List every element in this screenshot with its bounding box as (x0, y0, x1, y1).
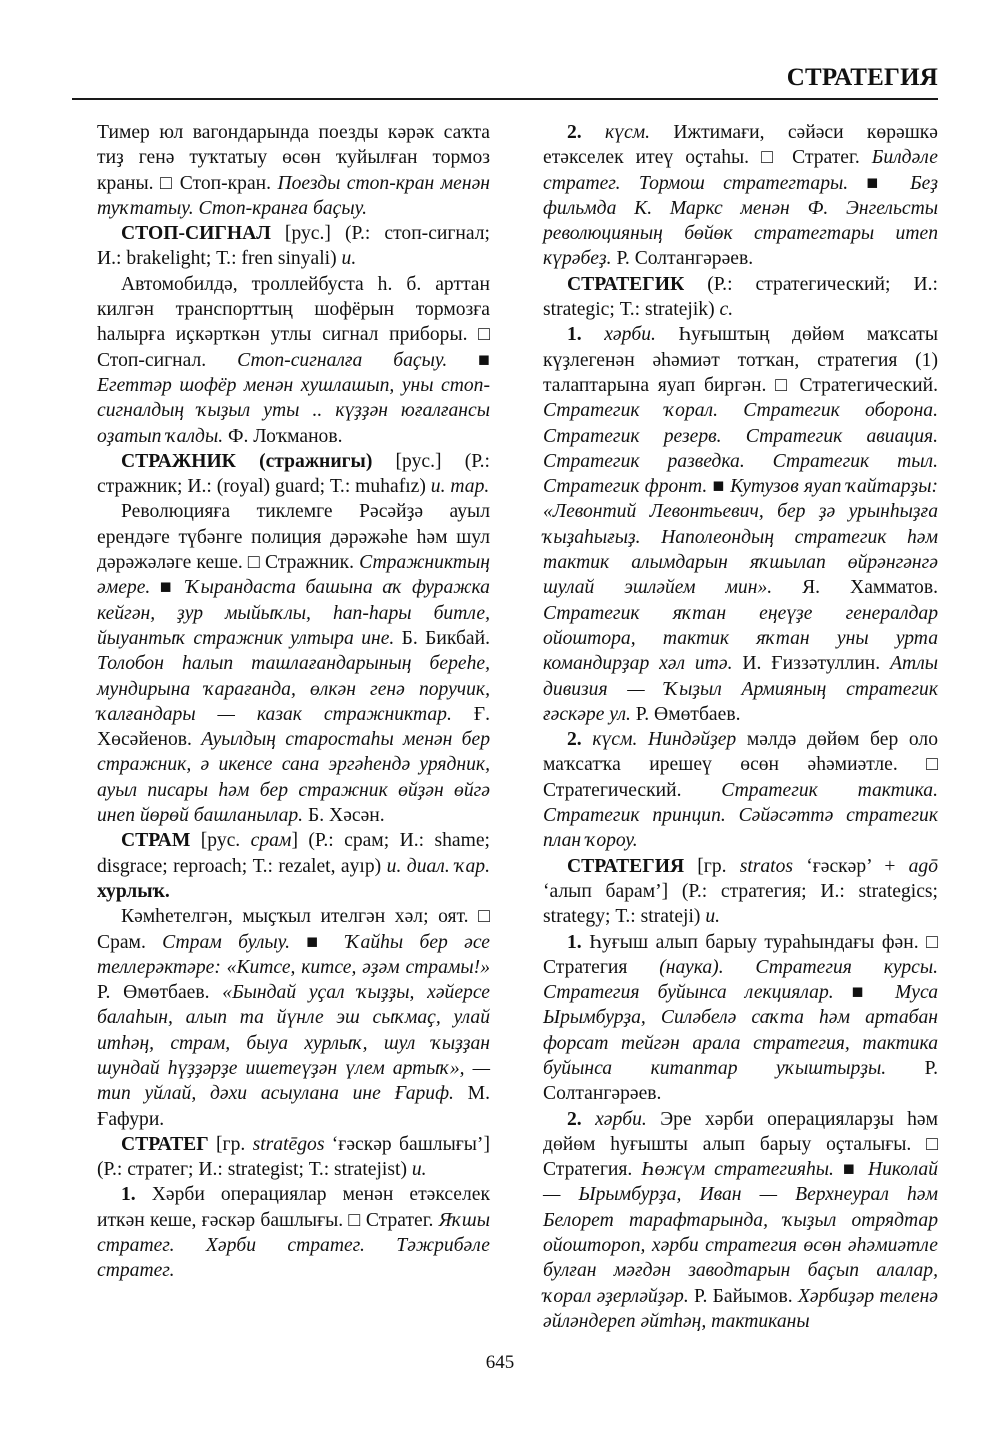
text-run: Р. Солтангәрәев. (611, 248, 754, 270)
sense-paragraph (543, 120, 938, 272)
italic-text: с. (719, 299, 734, 321)
text-run: Тимер юл вагондарында поезды кәрәк саҡта тиҙ генә туҡтатыу өсөн ҡуйылған тормоз краны. □ Стоп-кран. (97, 122, 490, 194)
bold-text: СТОП-СИГНАЛ (121, 223, 271, 245)
text-run (582, 1109, 595, 1130)
italic-text: Николай — Ырымбурҙа, Иван — Верхнеурал һәм Белорет тарафтарында, ҡыҙыл отрядтар ойоштороп, хәрби стратегия өсөн әһәмиәтле булған мәғдән заводтарын баҫып алалар, ҡорал әҙерләйҙәр. (543, 1159, 938, 1307)
text-run: ■ (447, 349, 490, 371)
sense-paragraph (97, 1182, 490, 1283)
italic-text: хәрби. (595, 1108, 647, 1130)
text-run: [рус.] (Р.: стоп-сигнал; И.: brakelight; Т.: fren sinyali) (97, 223, 490, 270)
bold-text: 1. (121, 1184, 136, 1206)
italic-text: и. тар. (430, 476, 490, 498)
text-run: Я. Хамматов. (772, 577, 938, 599)
italic-text: күсм. (605, 122, 651, 143)
italic-text: Атлы дивизия — Ҡыҙыл Армияның стратегик ғәскәре ул. (543, 653, 939, 725)
italic-text: Муса Ырымбурҙа, Силәбелә саҡта һәм артабан форсат тейгән арала стратегия, тактика буйынса китаптар уҡыштырҙы. (543, 982, 938, 1079)
dictionary-headword-entry (543, 272, 938, 323)
bold-text: хурлыҡ. (97, 880, 170, 902)
text-run: Ижтимағи, сәйәси көрәшкә етәкселек итеү оҫтаһы. □ Стратег. (543, 122, 938, 169)
italic-text: Һөжүм стратегияһы. (641, 1159, 834, 1181)
text-run: Р. Өмөтбаев. (97, 982, 223, 1004)
italic-text: Егеттәр шофёр менән хушлашып, уны стоп-сигналдың ҡыҙыл уты .. күҙҙән юғалғансы оҙатып ҡалды. (97, 374, 490, 447)
bold-text: СТРАЖНИК (стражнигы) (121, 450, 373, 472)
italic-text: срам (250, 830, 292, 852)
sense-paragraph (543, 322, 938, 727)
text-run: Ф. Лоҡманов. (223, 425, 343, 447)
italic-text: и. (411, 1159, 427, 1181)
text-run: мәлдә дөйөм бер оло маҡсатҡа ирешеү өсөн әһәмиәтле. □ Стратегический. (543, 729, 938, 801)
text-run: Эре хәрби операцияларҙы һәм дөйөм һуғышты алып барыу оҫталығы. □ Стратегия. (543, 1108, 938, 1181)
italic-text: Стратегик яҡтан еңеүҙе генералдар ойоштора, тактик яҡтан уны урта командирҙар хәл итә. (543, 602, 938, 675)
text-run: Ғ. Хөсәйенов. (97, 703, 491, 751)
text-run: ■ (150, 577, 186, 599)
text-run: ■ (707, 476, 731, 498)
italic-text: Ҡайһы бер әсе теллерәктәре: «Китсе, китсе, әҙәм страмы!» (97, 931, 490, 978)
italic-text: и. (341, 248, 357, 270)
text-run: Р. Солтангәрәев. (543, 1057, 938, 1105)
italic-text: Кутузов яуап ҡайтарҙы: «Левонтий Левонтьевич, бер ҙә урынһыҙға ҡыҙаһығыҙ. Наполеондың стратегик һәм тактик алымдарын яҡшылап өйрәнгәнгә шулай эшләйем мин». (543, 476, 938, 599)
text-run: ‘ғәскәр’ + (793, 855, 909, 877)
bold-text: СТРАТЕГ (121, 1133, 209, 1155)
italic-text: stratēgos (252, 1133, 325, 1155)
right-column (543, 120, 938, 1334)
text-run: Б. Хәсән. (303, 805, 385, 827)
left-column (97, 120, 490, 1284)
dictionary-headword-entry (97, 1132, 490, 1183)
sense-paragraph (97, 904, 490, 1132)
text-run: Б. Бикбай. (394, 627, 491, 649)
italic-text: и. (705, 906, 721, 928)
italic-text: Толобон һалып ташлағандарының береһе, мундирына ҡарағанда, өлкән генә поручик, ҡалғандары — казак стражниктар. (97, 653, 490, 725)
italic-text: Поезды стоп-кран менән туҡтатыу. Стоп-кранға баҫыу. (97, 172, 490, 219)
italic-text: күсм. Ниндәйҙер (592, 729, 737, 751)
text-run: Кәмһетелгән, мыҫҡыл ителгән хәл; оят. □ Срам. (97, 906, 490, 953)
text-run: Революцияға тиклемге Рәсәйҙә ауыл ерендәге түбәнге полиция дәрәжәһе һәм шул дәрәжәләге кеше. □ Стражник. (97, 501, 490, 574)
italic-text: Ҡырандаста башына аҡ фуражка кейгән, ҙур мыйыҡлы, һап-һары битле, йыуантыҡ стражник ултыра ине. (97, 577, 490, 649)
text-run: [рус. (190, 830, 251, 852)
text-run: М. Ғафури. (97, 1083, 490, 1130)
sense-paragraph (97, 272, 490, 449)
running-header (72, 62, 938, 100)
bold-text: СТРАТЕГИЯ (567, 855, 685, 877)
italic-text: Страм булыу. (162, 931, 291, 953)
text-run: [рус.] (Р.: стражник; И.: (royal) guard; Т.: muhafız) (97, 450, 491, 498)
text-run: ■ (833, 1159, 868, 1181)
page-number: 645 (485, 1352, 515, 1373)
dictionary-headword-entry (97, 221, 490, 272)
sense-paragraph (543, 1107, 938, 1335)
text-run: Хәрби операциялар менән етәкселек иткән кеше, ғәскәр башлығы. □ Стратег. (97, 1184, 490, 1231)
text-run: ■ (848, 172, 911, 194)
text-run: Р. Өмөтбаев. (630, 703, 741, 725)
dictionary-headword-entry (543, 854, 938, 930)
bold-text: 1. (567, 931, 582, 953)
text-run: Һуғыш алып барыу тураһындағы фән. □ Стратегия (543, 931, 938, 978)
text-run: ‘ғәскәр башлығы’] (Р.: стратег; И.: strategist; Т.: stratejist) (97, 1133, 490, 1181)
italic-text: Яҡшы стратег. Хәрби стратег. Тәжрибәле стратег. (97, 1209, 490, 1282)
text-run: (Р.: стратегический; И.: strategic; Т.: stratejik) (543, 273, 938, 321)
text-run: [гр. (208, 1133, 253, 1155)
italic-text: «Бындай уҫал ҡыҙҙы, хәйерсе балаһын, алып та йүнле эш сыҡмаҫ, улай итһәң, страм, быуа хурлыҡ, шул ҡыҙҙан шундай һүҙҙәрҙе ишетеүҙән үлем артыҡ», — тип уйлай, дәхи асыулана ине Ғариф. (97, 982, 490, 1105)
italic-text: Стражниктың әмере. (97, 552, 490, 599)
italic-text: Ауылдың старостаһы менән бер стражник, ә икенсе сана эргәһендә урядник, ауыл писары һәм бер стражник өйҙән өйгә инеп йөрөй башланылар. (97, 729, 490, 827)
text-run: Һуғыштың дөйөм маҡсаты күҙлегенән әһәмиәт тотҡан, стратегия (1) талаптарына яуап биргән. □ Стратегический. (543, 324, 938, 396)
text-run: [гр. (684, 855, 740, 877)
bold-text: 2. (567, 1108, 582, 1130)
text-run: ‘алып барам’] (Р.: стратегия; И.: strategics; strategy; Т.: strateji) (543, 880, 938, 928)
bold-text: 1. (567, 324, 582, 346)
italic-text: agō (908, 855, 938, 877)
italic-text: Хәрбиҙәр теленә әйләндереп әйтһәң, тактиканы (543, 1285, 938, 1332)
bold-text: 2. (567, 729, 582, 751)
text-run: ] (Р.: срам; И.: shame; disgrace; reproach; Т.: rezalet, ayıp) (97, 830, 490, 877)
text-run (582, 122, 605, 143)
text-run: ■ (290, 931, 346, 953)
bold-text: СТРАТЕГИК (567, 273, 685, 295)
dictionary-headword-entry (97, 828, 490, 904)
italic-text: хәрби. (604, 324, 656, 346)
text-run: Автомобилдә, троллейбуста һ. б. арттан килгән транспорттың шофёрын тормозға һалырға иҫкәрткән утлы сигнал приборы. □ Стоп-сигнал. (97, 273, 490, 371)
dictionary-headword-entry (97, 449, 490, 500)
italic-text: Стратегик тактика. Стратегик принцип. Сәйәсәттә стратегик план ҡороу. (543, 779, 939, 852)
italic-text: Стратегик ҡорал. Стратегик оборона. Стратегик резерв. Стратегик авиация. Стратегик разведка. Стратегик тыл. Стратегик фронт. (543, 400, 938, 498)
italic-text: Билдәле стратег. Тормош стратегтары. (543, 147, 938, 194)
text-run: ■ (833, 982, 895, 1004)
italic-text: и. диал. ҡар. (386, 855, 490, 877)
text-run: Р. Байымов. (688, 1285, 798, 1307)
bold-text: СТРАМ (121, 830, 191, 852)
sense-paragraph (97, 499, 490, 828)
italic-text: Стоп-сигналға баҫыу. (237, 349, 448, 371)
italic-text: stratos (739, 855, 794, 877)
bold-text: 2. (567, 122, 582, 143)
italic-text: (наука). Стратегия курсы. Стратегия буйынса лекциялар. (543, 956, 938, 1004)
continued-paragraph (97, 120, 490, 221)
italic-text: Беҙ фильмда К. Маркс менән Ф. Энгельсты революцияның бөйөк стратегтары итеп күрәбеҙ. (543, 172, 938, 270)
sense-paragraph (543, 930, 938, 1107)
sense-paragraph (543, 727, 938, 853)
running-title: СТРАТЕГИЯ (786, 64, 938, 91)
text-run: И. Ғиззәтуллин. (732, 653, 891, 675)
text-run (582, 324, 605, 345)
text-run (582, 729, 593, 750)
